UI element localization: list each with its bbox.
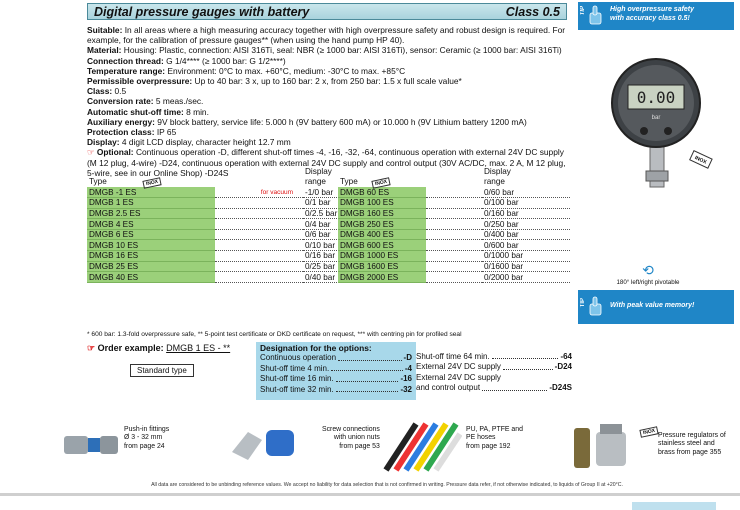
designation-row bbox=[260, 353, 412, 363]
type-cell: DMGB 1 ES bbox=[87, 198, 215, 209]
spec-text: Up to 40 bar: 3 x, up to 160 bar: 2 x, from 250 bar: 1.5 x full scale value* bbox=[194, 76, 462, 87]
product-push-in-fittings[interactable]: Push-in fittings Ø 3 - 32 mm from page 24 bbox=[124, 426, 170, 450]
spec-label: Temperature range: bbox=[87, 65, 166, 76]
spec-text: 5 meas./sec. bbox=[155, 96, 204, 107]
range-cell: 0/600 bar bbox=[482, 240, 570, 251]
table-row bbox=[338, 198, 570, 209]
table-row bbox=[338, 261, 570, 272]
spec-text: 0.5 bbox=[114, 86, 127, 97]
spec-text: G 1/4**** (≥ 1000 bar: G 1/2****) bbox=[166, 55, 286, 66]
tip-line-2: with accuracy class 0.5! bbox=[610, 15, 690, 22]
hand-pointer-icon: ☞ bbox=[87, 147, 95, 158]
range-cell: 0/40 bar bbox=[303, 272, 353, 283]
table-row bbox=[87, 272, 353, 283]
type-cell: DMGB 2.5 ES bbox=[87, 208, 215, 219]
spec-text: 8 min. bbox=[186, 106, 209, 117]
designation-label: Shut-off time 16 min. bbox=[260, 374, 334, 384]
range-cell: 0/25 bar bbox=[303, 261, 353, 272]
note-cell: for vacuum bbox=[215, 187, 303, 198]
note-cell bbox=[426, 240, 482, 251]
type-cell: DMGB 6 ES bbox=[87, 229, 215, 240]
type-cell: DMGB 400 ES bbox=[338, 229, 426, 240]
table-row bbox=[338, 240, 570, 251]
type-cell: DMGB 250 ES bbox=[338, 219, 426, 230]
range-cell: 0/60 bar bbox=[482, 187, 570, 198]
specifications bbox=[87, 25, 572, 178]
push-in-fitting-image bbox=[62, 426, 120, 462]
spec-label: Connection thread: bbox=[87, 55, 164, 66]
designation-label: Shut-off time 64 min. bbox=[416, 352, 490, 361]
pivot-caption bbox=[598, 262, 698, 286]
spec-label: Permissible overpressure: bbox=[87, 76, 193, 87]
leader-dots bbox=[336, 374, 399, 381]
thumbs-up-icon bbox=[588, 4, 604, 26]
designation-right bbox=[416, 352, 572, 394]
designation-row bbox=[260, 364, 412, 374]
type-cell: DMGB 40 ES bbox=[87, 272, 215, 283]
note-cell bbox=[426, 187, 482, 198]
range-cell: 0/250 bar bbox=[482, 219, 570, 230]
section-header bbox=[87, 3, 567, 20]
spec-text: 4 digit LCD display, character height 12.7 mm bbox=[121, 137, 291, 148]
tip-label: TIP bbox=[580, 6, 586, 16]
class-label: Class 0.5 bbox=[505, 4, 560, 19]
designation-row bbox=[416, 383, 572, 393]
note-cell bbox=[215, 240, 303, 251]
spec-text: 9V block battery, service life: 5.000 h (9V battery 600 mA) or 10.000 h (9V Lithium battery 1200 mA) bbox=[157, 116, 527, 127]
note-cell bbox=[215, 261, 303, 272]
designation-code: -64 bbox=[560, 352, 572, 361]
note-cell bbox=[215, 251, 303, 262]
designation-label: Shut-off time 4 min. bbox=[260, 363, 330, 373]
spec-label: Protection class: bbox=[87, 127, 155, 138]
type-cell: DMGB 10 ES bbox=[87, 240, 215, 251]
range-cell: 0/16 bar bbox=[303, 251, 353, 262]
designation-code: -4 bbox=[404, 363, 412, 373]
leader-dots bbox=[492, 352, 559, 359]
table-row bbox=[338, 208, 570, 219]
spec-label: Suitable: bbox=[87, 25, 123, 35]
divider bbox=[0, 493, 740, 496]
type-cell: DMGB 25 ES bbox=[87, 261, 215, 272]
order-label: Order example: bbox=[97, 343, 164, 353]
designation-label: Shut-off time 32 min. bbox=[260, 384, 334, 394]
related-products bbox=[0, 418, 740, 478]
table-row bbox=[338, 219, 570, 230]
page-title: Digital pressure gauges with battery bbox=[94, 4, 310, 19]
note-cell bbox=[426, 272, 482, 283]
designation-row bbox=[260, 385, 412, 395]
pivot-text: 180° left/right pivotable bbox=[616, 279, 680, 286]
inox-badge: INOX bbox=[371, 177, 390, 189]
inox-badge: INOX bbox=[639, 426, 658, 438]
leader-dots bbox=[336, 385, 399, 392]
thumbs-up-icon bbox=[588, 294, 604, 318]
table-header-range: range bbox=[484, 177, 505, 186]
spec-text: In all areas where a high measuring accuracy together with high overpressure safety and robust design is required. For example, for the calibration of pressure gauges** (when using the hand pump HP 40). bbox=[87, 25, 566, 46]
designation-code: -D24 bbox=[554, 362, 572, 372]
product-screw-connections[interactable]: Screw connections with union nuts from page 53 bbox=[322, 426, 380, 450]
order-value: DMGB 1 ES - ** bbox=[166, 343, 231, 353]
table-row bbox=[87, 208, 353, 219]
table-row bbox=[338, 229, 570, 240]
table-row bbox=[87, 187, 353, 198]
range-cell: 0/10 bar bbox=[303, 240, 353, 251]
table-row bbox=[338, 272, 570, 283]
table-row bbox=[87, 251, 353, 262]
table-row bbox=[87, 198, 353, 209]
table-right bbox=[338, 165, 570, 283]
hoses-image bbox=[382, 418, 462, 476]
leader-dots bbox=[482, 383, 547, 390]
note-cell bbox=[215, 229, 303, 240]
table-row bbox=[338, 251, 570, 262]
footnote: * 600 bar: 1.3-fold overpressure safe, ** 5-point test certificate or DKD certificate on request, *** with centring pin for profiled seal bbox=[87, 331, 462, 338]
type-cell: DMGB 600 ES bbox=[338, 240, 426, 251]
note-cell bbox=[215, 272, 303, 283]
note-cell bbox=[426, 219, 482, 230]
table-row bbox=[87, 229, 353, 240]
spec-text: IP 65 bbox=[156, 127, 177, 138]
pressure-gauge-image bbox=[592, 55, 718, 195]
range-cell: 0/6 bar bbox=[303, 229, 353, 240]
range-cell: 0/400 bar bbox=[482, 229, 570, 240]
hand-pointer-icon: ☞ bbox=[87, 343, 96, 353]
range-cell: 0/1000 bar bbox=[482, 251, 570, 262]
type-cell: DMGB 1600 ES bbox=[338, 261, 426, 272]
designation-label: External 24V DC supply bbox=[416, 372, 501, 382]
note-cell bbox=[426, 261, 482, 272]
range-cell: -1/0 bar bbox=[303, 187, 353, 198]
spec-text: Housing: Plastic, connection: AISI 316Ti, seal: NBR (≥ 1000 bar: AISI 316Ti), sensor: Ceramic (≥ 1000 bar: AISI 316Ti) bbox=[123, 45, 562, 56]
table-row bbox=[87, 240, 353, 251]
tip-box-top bbox=[578, 2, 734, 30]
screw-connection-image bbox=[228, 422, 298, 464]
table-header-type: Type bbox=[89, 177, 107, 186]
type-cell: DMGB 4 ES bbox=[87, 219, 215, 230]
range-cell: 0/1 bar bbox=[303, 198, 353, 209]
range-cell: 0/4 bar bbox=[303, 219, 353, 230]
range-cell: 0/1600 bar bbox=[482, 261, 570, 272]
designation-row bbox=[416, 362, 572, 372]
type-cell: DMGB 1000 ES bbox=[338, 251, 426, 262]
designation-code: -D bbox=[403, 353, 412, 363]
leader-dots bbox=[503, 362, 553, 369]
table-header-range: range bbox=[305, 177, 326, 186]
gauge-display-value: 0.00 bbox=[636, 88, 676, 107]
product-pressure-regulators[interactable]: Pressure regulators of stainless steel and brass from page 355 bbox=[658, 432, 726, 456]
table-header-display: Display bbox=[305, 167, 332, 176]
type-cell: DMGB 100 ES bbox=[338, 198, 426, 209]
designation-box bbox=[256, 342, 416, 400]
designation-row bbox=[416, 352, 572, 362]
table-row bbox=[87, 261, 353, 272]
spec-label: Material: bbox=[87, 45, 122, 56]
note-cell bbox=[426, 208, 482, 219]
type-cell: DMGB 160 ES bbox=[338, 208, 426, 219]
gauge-unit: bar bbox=[651, 115, 661, 121]
type-cell: DMGB 60 ES bbox=[338, 187, 426, 198]
leader-dots bbox=[331, 364, 403, 371]
tip-box-bottom bbox=[578, 290, 734, 324]
table-header-type: Type bbox=[340, 177, 358, 186]
spec-label: Optional: bbox=[96, 147, 134, 158]
leader-dots bbox=[338, 353, 401, 360]
inox-badge: INOX bbox=[142, 177, 161, 189]
designation-title: Designation for the options: bbox=[260, 343, 372, 353]
designation-code: -32 bbox=[400, 384, 412, 394]
spec-label: Automatic shut-off time: bbox=[87, 106, 184, 117]
note-cell bbox=[215, 198, 303, 209]
order-example bbox=[87, 343, 230, 354]
designation-row bbox=[416, 373, 572, 383]
spec-label: Conversion rate: bbox=[87, 96, 154, 107]
rotate-icon: ⟲ bbox=[642, 262, 654, 278]
type-cell: DMGB 2000 ES bbox=[338, 272, 426, 283]
type-cell: DMGB 16 ES bbox=[87, 251, 215, 262]
range-cell: 0/100 bar bbox=[482, 198, 570, 209]
note-cell bbox=[215, 208, 303, 219]
note-cell bbox=[426, 229, 482, 240]
spec-label: Class: bbox=[87, 86, 113, 97]
designation-label: Continuous operation bbox=[260, 353, 337, 363]
range-cell: 0/2000 bar bbox=[482, 272, 570, 283]
disclaimer: All data are considered to be unbinding reference values. We accept no liability for data selection that is not confirmed in writing. Pressure data refer, if not otherwise indicated, to liquids of Group II at +20°C. bbox=[151, 482, 623, 488]
inox-badge: INOX bbox=[693, 155, 708, 166]
page-tab bbox=[632, 502, 716, 510]
spec-label: Display: bbox=[87, 137, 120, 148]
pressure-regulator-image bbox=[570, 418, 640, 478]
designation-row bbox=[260, 374, 412, 384]
product-hoses[interactable]: PU, PA, PTFE and PE hoses from page 192 bbox=[466, 426, 523, 450]
spec-text: Environment: 0°C to max. +60°C, medium: -30°C to max. +85°C bbox=[167, 65, 406, 76]
designation-code: -D24S bbox=[549, 383, 572, 393]
spec-text: Continuous operation -D, different shut-off times -4, -16, -32, -64, continuous operation with external 24V DC supply (M 12 plug, 4-wire) -D24, continuous operation with external 24V DC supply and control output (30V AC/DC, max. 2 A, M 12 plug, 5-wire, see in our Online Shop) -D24S bbox=[87, 147, 566, 178]
range-cell: 0/160 bar bbox=[482, 208, 570, 219]
designation-label: External 24V DC supply bbox=[416, 362, 501, 372]
spec-label: Auxiliary energy: bbox=[87, 116, 155, 127]
designation-label: and control output bbox=[416, 383, 481, 393]
note-cell bbox=[426, 198, 482, 209]
table-row bbox=[87, 219, 353, 230]
tip-text: With peak value memory! bbox=[610, 302, 695, 309]
tip-line-1: High overpressure safety bbox=[610, 6, 695, 13]
note-cell bbox=[426, 251, 482, 262]
tip-label: TIP bbox=[580, 298, 586, 308]
standard-type-box: Standard type bbox=[130, 364, 194, 377]
type-cell: DMGB -1 ES bbox=[87, 187, 215, 198]
range-cell: 0/2.5 bar bbox=[303, 208, 353, 219]
designation-code: -16 bbox=[400, 374, 412, 384]
note-cell bbox=[215, 219, 303, 230]
table-left bbox=[87, 165, 353, 283]
table-header-display: Display bbox=[484, 167, 511, 176]
